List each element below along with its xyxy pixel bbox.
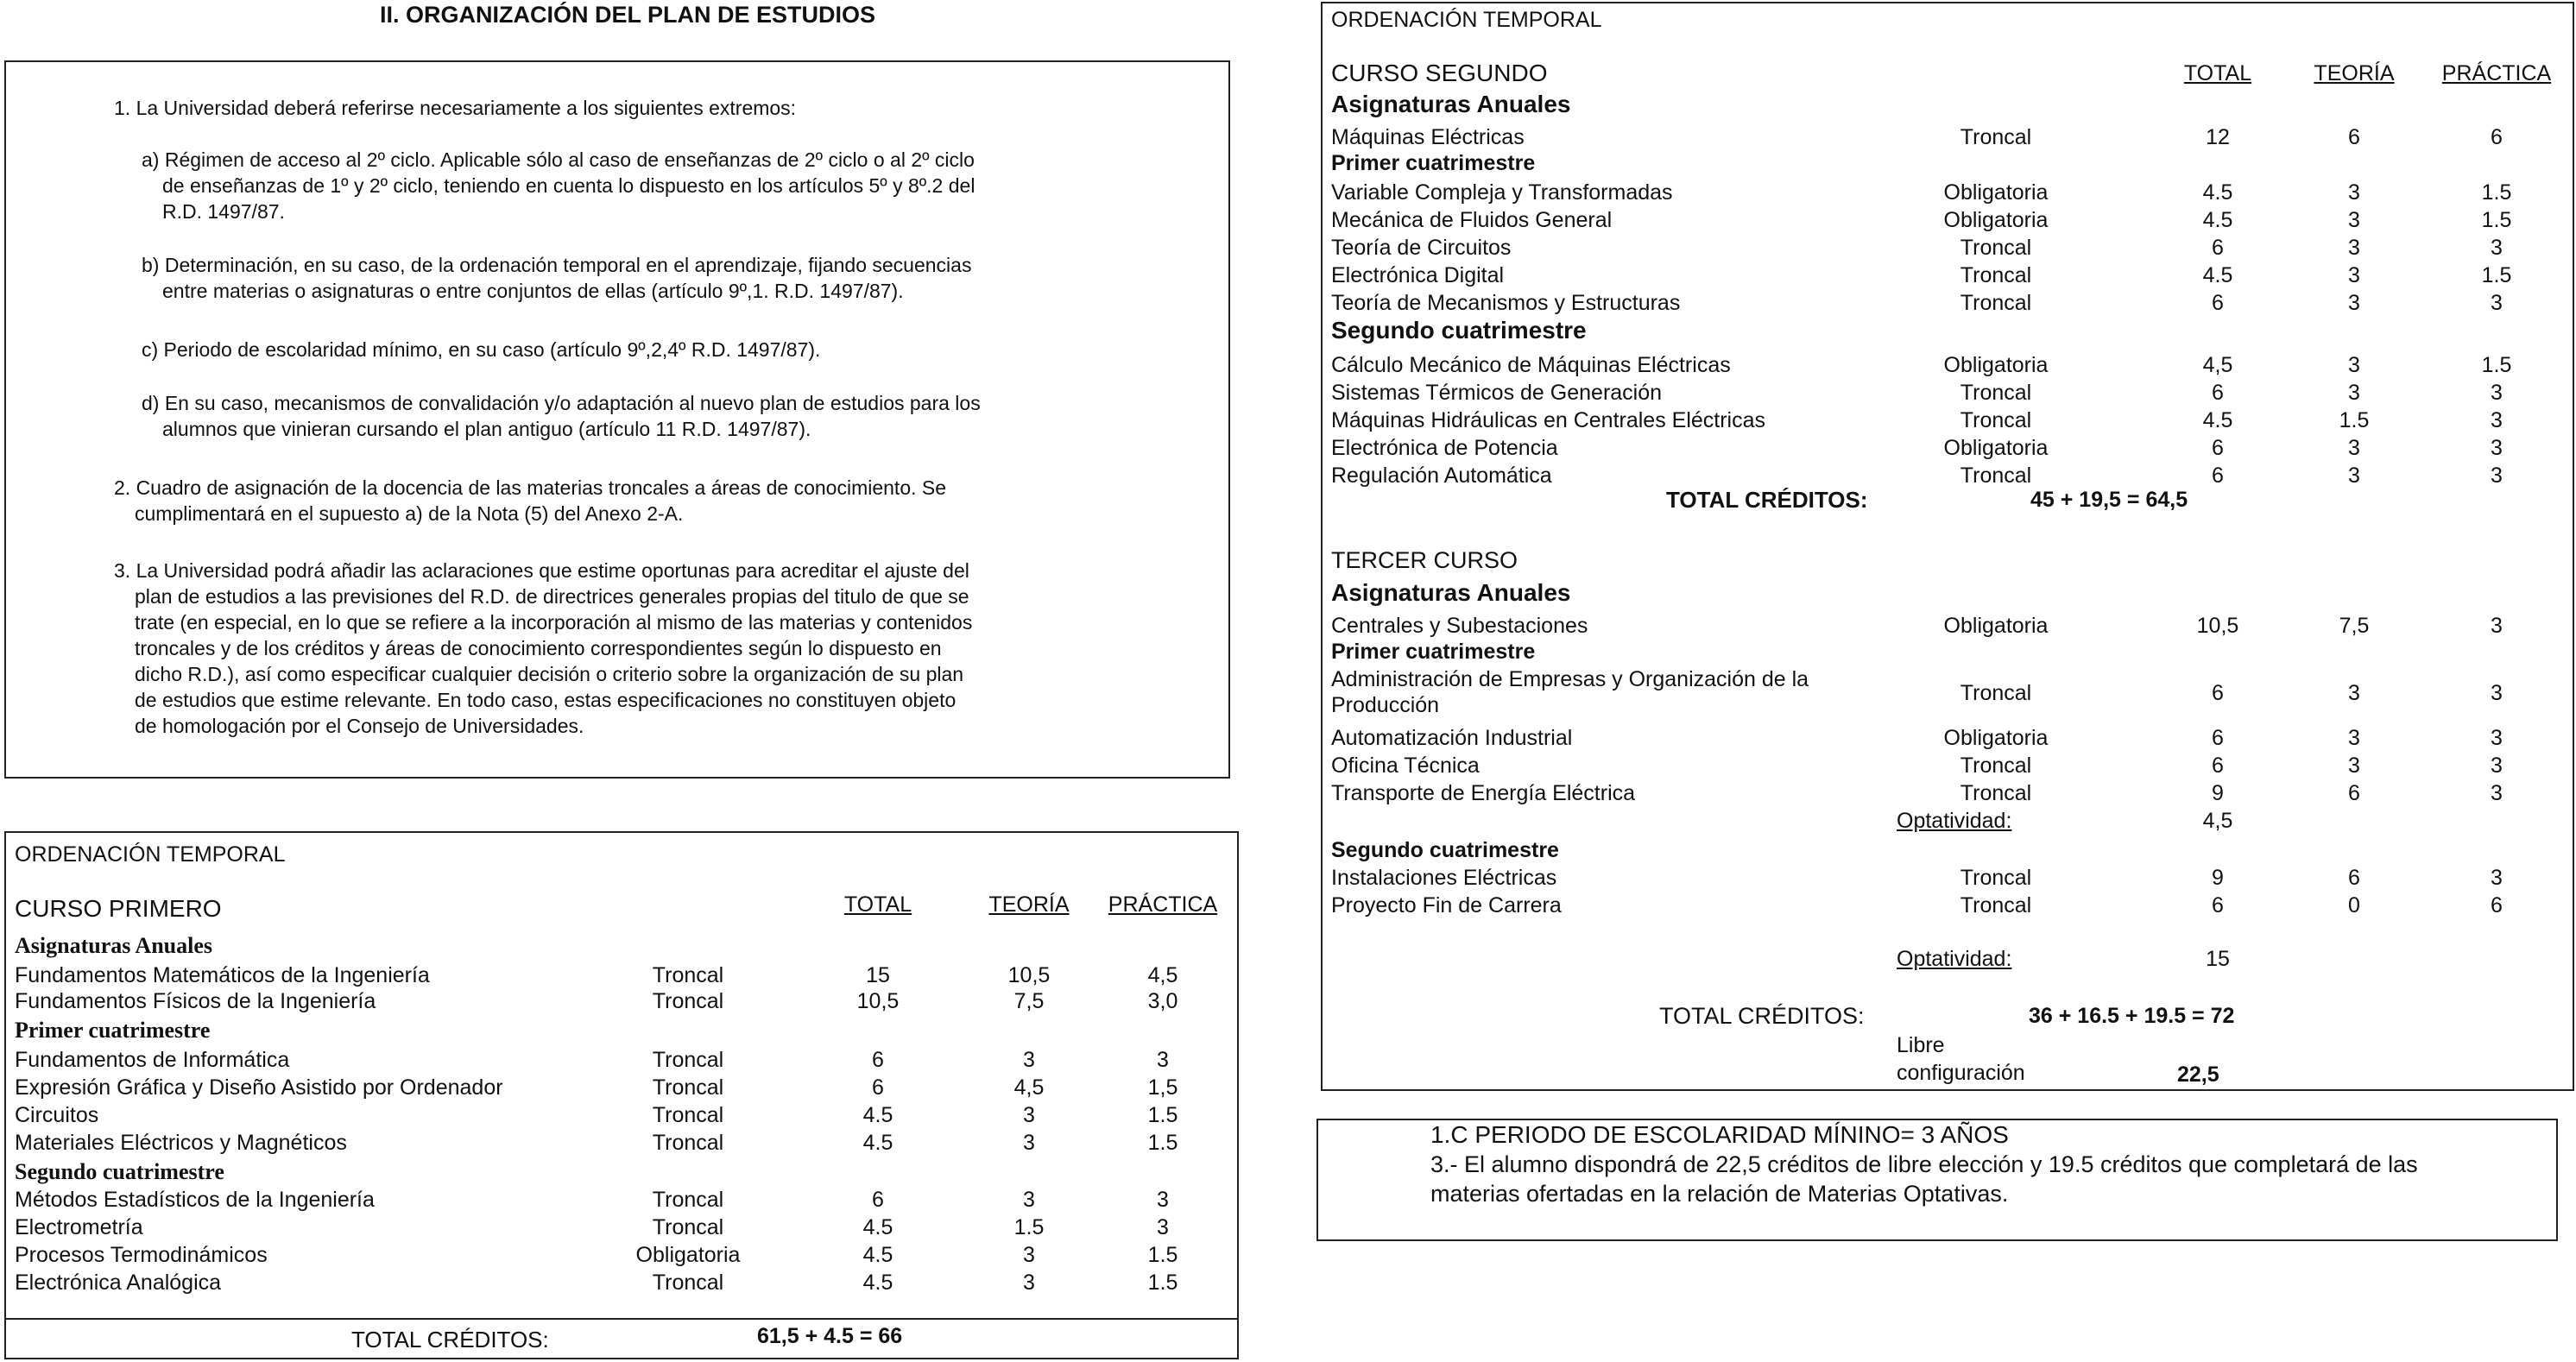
subject-type: Troncal [1960,236,2032,260]
subject-name: Máquinas Eléctricas [1331,125,1525,149]
subject-name-cont: Producción [1331,693,1440,717]
practica-value: 3 [1157,1215,1169,1239]
total-value: 4.5 [862,1243,893,1267]
total-value: 4.5 [2202,180,2233,205]
periodo-box [1316,1119,2558,1241]
note-1-intro: 1. La Universidad deberá referirse necesariamente a los siguientes extremos: [114,97,797,119]
total-value: 4.5 [862,1215,893,1239]
col-practica-header: PRÁCTICA [2441,61,2552,85]
total-value: 6 [2212,463,2224,488]
teoria-value: 6 [2348,125,2360,149]
practica-value: 1.5 [2481,180,2512,205]
teoria-value: 3 [2348,291,2360,315]
teoria-value: 0 [2348,893,2360,917]
teoria-value: 3 [2348,726,2360,750]
total-value: 6 [872,1048,884,1072]
subject-type: Obligatoria [1943,614,2049,638]
practica-value: 3 [2491,381,2503,405]
course-title: CURSO SEGUNDO [1331,60,1548,86]
page-title: II. ORGANIZACIÓN DEL PLAN DE ESTUDIOS [380,2,876,28]
practica-value: 3 [2491,408,2503,432]
teoria-value: 6 [2348,781,2360,805]
subject-name: Teoría de Circuitos [1331,236,1512,260]
teoria-value: 3 [2348,463,2360,488]
subject-type: Obligatoria [1943,726,2049,750]
subject-name: Mecánica de Fluidos General [1331,208,1613,232]
tercero-total-value: 36 + 16.5 + 19.5 = 72 [2029,1004,2235,1028]
practica-value: 3 [2491,436,2503,460]
teoria-value: 10,5 [1007,963,1051,987]
practica-value: 3,0 [1147,989,1178,1013]
ordenacion-label: ORDENACIÓN TEMPORAL [1331,8,1602,32]
total-value: 6 [2212,893,2224,917]
teoria-value: 6 [2348,866,2360,890]
teoria-value: 3 [1023,1271,1035,1295]
libre-label: Libre [1897,1033,1945,1057]
subject-name: Sistemas Térmicos de Generación [1331,381,1663,405]
section-heading: Primer cuatrimestre [15,1018,211,1043]
practica-value: 1,5 [1147,1075,1178,1100]
subject-name: Electrónica de Potencia [1331,436,1558,460]
subject-type: Troncal [1960,125,2032,149]
subject-name: Variable Compleja y Transformadas [1331,180,1673,205]
section-heading: Asignaturas Anuales [1331,91,1571,117]
subject-type: Troncal [652,1271,724,1295]
total-value: 6 [2212,291,2224,315]
teoria-value: 3 [2348,263,2360,287]
subject-name: Administración de Empresas y Organización de la [1331,667,1809,691]
subject-name: Electrónica Analógica [15,1271,222,1295]
teoria-value: 3 [2348,236,2360,260]
note-1b: b) Determinación, en su caso, de la ordenación temporal en el aprendizaje, fijando secuencias entre materias o asignaturas o entre conjuntos de ellas (artículo 9º,1. R.D. 1497/87). [142,254,972,302]
subject-name: Máquinas Hidráulicas en Centrales Eléctricas [1331,408,1766,432]
section-heading: Primer cuatrimestre [1331,640,1536,664]
col-teoria-header: TEORÍA [988,892,1070,917]
section-heading: Primer cuatrimestre [1331,151,1536,175]
practica-value: 3 [2491,726,2503,750]
subject-name: Fundamentos Matemáticos de la Ingeniería [15,963,430,987]
subject-type: Troncal [652,1048,724,1072]
total-value: 4.5 [2202,408,2233,432]
subject-name: Fundamentos de Informática [15,1048,290,1072]
subject-type: Troncal [1960,463,2032,488]
practica-value: 1.5 [1147,1131,1178,1155]
practica-value: 3 [2491,681,2503,705]
col-teoria-header: TEORÍA [2314,61,2395,85]
total-value: 9 [2212,781,2224,805]
teoria-value: 4,5 [1013,1075,1045,1100]
optatividad-label: Optatividad: [1897,947,2012,971]
teoria-value: 7,5 [2339,614,2370,638]
total-value: 4,5 [2202,809,2233,833]
note-2: 2. Cuadro de asignación de la docencia de las materias troncales a áreas de conocimiento. Se cumplimentará en el supuesto a) de la Nota (5) del Anexo 2-A. [114,476,947,525]
total-value: 6 [2212,236,2224,260]
teoria-value: 3 [2348,208,2360,232]
subject-name: Oficina Técnica [1331,754,1480,778]
tercero-total-label: TOTAL CRÉDITOS: [1659,1003,1865,1029]
subject-type: Troncal [652,1075,724,1100]
section-heading: Segundo cuatrimestre [1331,317,1587,344]
subject-type: Troncal [652,989,724,1013]
practica-value: 3 [2491,866,2503,890]
section-heading: Segundo cuatrimestre [1331,838,1559,862]
practica-value: 3 [2491,236,2503,260]
course-title: CURSO PRIMERO [15,895,222,922]
optatividad-value: 15 [2206,947,2230,971]
subject-type: Troncal [1960,681,2032,705]
col-total-header: TOTAL [2183,61,2252,85]
total-value: 4.5 [862,1271,893,1295]
periodo-text: 3.- El alumno dispondrá de 22,5 créditos de libre elección y 19.5 créditos que completará de las [1430,1151,2418,1177]
note-1c: c) Periodo de escolaridad mínimo, en su caso (artículo 9º,2,4º R.D. 1497/87). [142,338,821,361]
practica-value: 1.5 [1147,1271,1178,1295]
subject-name: Proyecto Fin de Carrera [1331,893,1562,917]
total-value: 15 [866,963,890,987]
teoria-value: 3 [1023,1048,1035,1072]
total-creditos-value: 61,5 + 4.5 = 66 [757,1324,903,1348]
total-value: 6 [872,1188,884,1212]
teoria-value: 1.5 [2339,408,2370,432]
subject-name: Fundamentos Físicos de la Ingeniería [15,989,376,1013]
subject-type: Troncal [652,1103,724,1127]
practica-value: 1.5 [1147,1243,1178,1267]
teoria-value: 3 [1023,1103,1035,1127]
practica-value: 1.5 [2481,208,2512,232]
subject-type: Troncal [1960,291,2032,315]
subject-type: Obligatoria [1943,353,2049,377]
subject-type: Obligatoria [1943,436,2049,460]
note-1a: a) Régimen de acceso al 2º ciclo. Aplicable sólo al caso de enseñanzas de 2º ciclo o al 2º ciclo de enseñanzas de 1º y 2º ciclo, teniendo en cuenta lo dispuesto en los artículos 5º y 8º.2 del R.D. 1497/87. [142,148,975,223]
teoria-value: 3 [1023,1131,1035,1155]
total-value: 10,5 [2196,614,2239,638]
subject-name: Electrónica Digital [1331,263,1505,287]
total-value: 6 [872,1075,884,1100]
teoria-value: 3 [2348,353,2360,377]
subject-name: Expresión Gráfica y Diseño Asistido por Ordenador [15,1075,503,1100]
total-value: 10,5 [856,989,900,1013]
subject-name: Automatización Industrial [1331,726,1573,750]
course-title: TERCER CURSO [1331,547,1518,573]
practica-value: 6 [2491,125,2503,149]
total-value: 4,5 [2202,353,2233,377]
subject-type: Troncal [1960,754,2032,778]
note-1d: d) En su caso, mecanismos de convalidación y/o adaptación al nuevo plan de estudios para los alumnos que vinieran cursando el plan antiguo (artículo 11 R.D. 1497/87). [142,392,981,440]
practica-value: 3 [1157,1188,1169,1212]
divider [6,1318,1237,1320]
teoria-value: 3 [1023,1188,1035,1212]
segundo-total-value: 45 + 19,5 = 64,5 [2030,488,2188,512]
total-value: 6 [2212,436,2224,460]
subject-type: Obligatoria [1943,208,2049,232]
total-value: 9 [2212,866,2224,890]
total-value: 6 [2212,754,2224,778]
practica-value: 3 [2491,291,2503,315]
subject-name: Centrales y Subestaciones [1331,614,1588,638]
practica-value: 6 [2491,893,2503,917]
total-value: 6 [2212,726,2224,750]
teoria-value: 3 [1023,1243,1035,1267]
teoria-value: 7,5 [1013,989,1045,1013]
practica-value: 3 [1157,1048,1169,1072]
practica-value: 3 [2491,614,2503,638]
subject-name: Instalaciones Eléctricas [1331,866,1557,890]
subject-name: Circuitos [15,1103,99,1127]
subject-name: Teoría de Mecanismos y Estructuras [1331,291,1681,315]
subject-type: Troncal [652,1215,724,1239]
segundo-total-label: TOTAL CRÉDITOS: [1666,487,1868,513]
subject-type: Troncal [652,963,724,987]
teoria-value: 3 [2348,180,2360,205]
teoria-value: 3 [2348,436,2360,460]
subject-name: Métodos Estadísticos de la Ingeniería [15,1188,375,1212]
total-value: 12 [2206,125,2230,149]
practica-value: 4,5 [1147,963,1178,987]
subject-type: Troncal [652,1131,724,1155]
total-value: 4.5 [2202,263,2233,287]
subject-type: Troncal [1960,781,2032,805]
subject-name: Procesos Termodinámicos [15,1243,268,1267]
practica-value: 1.5 [1147,1103,1178,1127]
section-heading: Asignaturas Anuales [15,933,212,958]
periodo-heading: 1.C PERIODO DE ESCOLARIDAD MÍNINO= 3 AÑOS [1430,1121,2009,1148]
subject-type: Obligatoria [635,1243,741,1267]
subject-type: Troncal [1960,866,2032,890]
practica-value: 3 [2491,754,2503,778]
teoria-value: 3 [2348,381,2360,405]
ordenacion-label: ORDENACIÓN TEMPORAL [15,842,286,867]
total-value: 4.5 [862,1131,893,1155]
subject-name: Cálculo Mecánico de Máquinas Eléctricas [1331,353,1731,377]
periodo-text-2: materias ofertadas en la relación de Materias Optativas. [1430,1181,2009,1207]
practica-value: 3 [2491,463,2503,488]
practica-value: 1.5 [2481,353,2512,377]
col-practica-header: PRÁCTICA [1108,892,1218,917]
curso-segundo-tercero-box [1321,2,2574,1091]
section-heading: Segundo cuatrimestre [15,1159,224,1184]
total-value: 6 [2212,681,2224,705]
total-value: 4.5 [862,1103,893,1127]
subject-name: Materiales Eléctricos y Magnéticos [15,1131,347,1155]
subject-name: Electrometría [15,1215,143,1239]
total-value: 4.5 [2202,208,2233,232]
teoria-value: 1.5 [1013,1215,1045,1239]
subject-type: Troncal [1960,263,2032,287]
teoria-value: 3 [2348,681,2360,705]
total-creditos-label: TOTAL CRÉDITOS: [351,1327,549,1353]
subject-type: Troncal [1960,381,2032,405]
subject-name: Regulación Automática [1331,463,1552,488]
libre-value: 22,5 [2177,1062,2219,1087]
subject-type: Troncal [652,1188,724,1212]
subject-type: Troncal [1960,893,2032,917]
subject-name: Transporte de Energía Eléctrica [1331,781,1636,805]
libre-label-2: configuración [1897,1061,2025,1085]
subject-type: Obligatoria [1943,180,2049,205]
col-total-header: TOTAL [843,892,912,917]
subject-type: Troncal [1960,408,2032,432]
total-value: 6 [2212,381,2224,405]
practica-value: 3 [2491,781,2503,805]
section-heading: Asignaturas Anuales [1331,579,1571,606]
practica-value: 1.5 [2481,263,2512,287]
optatividad-label: Optatividad: [1897,809,2012,833]
curso-primero-box [4,831,1239,1359]
notes-box [4,60,1230,779]
note-3: 3. La Universidad podrá añadir las aclaraciones que estime oportunas para acreditar el ajuste del plan de estudios a las previsiones del R.D. de directrices generales propias del titulo de que se trate (en especial, en lo que se refiere a la incorporación al mismo de las materias y contenidos troncales y de los créditos y áreas de conocimiento correspondientes según lo dispuesto en dicho R.D.), así como especificar cualquier decisión o criterio sobre la organización de su plan de estudios que estime relevante. En todo caso, estas especificaciones no constituyen objeto de homologación por el Consejo de Universidades. [114,559,973,737]
teoria-value: 3 [2348,754,2360,778]
